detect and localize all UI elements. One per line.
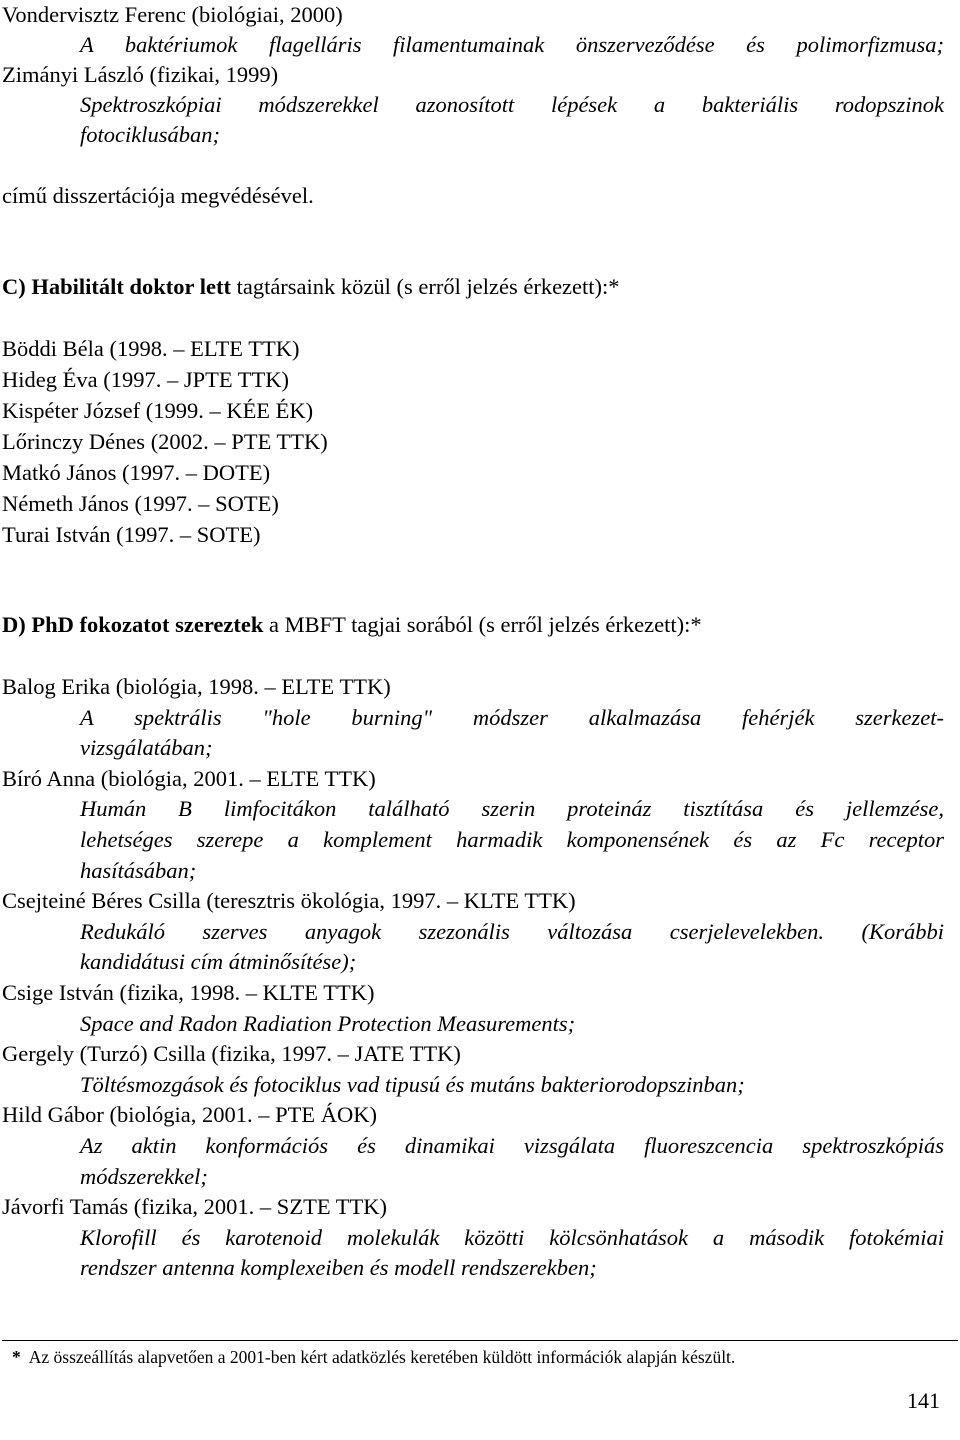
phd-entry-name: Jávorfi Tamás (fizika, 2001. – SZTE TTK) <box>2 1194 388 1219</box>
section-c-heading-bold: C) Habilitált doktor lett <box>2 274 231 299</box>
phd-entry-name: Csejteiné Béres Csilla (teresztris ökológia, 1997. – KLTE TTK) <box>2 888 576 913</box>
phd-entry-title: módszerekkel; <box>80 1164 208 1189</box>
top-line-3: Zimányi László (fizikai, 1999) <box>2 62 279 87</box>
phd-entry-name: Balog Erika (biológia, 1998. – ELTE TTK) <box>2 674 391 699</box>
phd-entry-title: kandidátusi cím átminősítése); <box>80 949 357 974</box>
habil-item: Hideg Éva (1997. – JPTE TTK) <box>2 367 290 392</box>
phd-entry-name: Csige István (fizika, 1998. – KLTE TTK) <box>2 980 375 1005</box>
habil-item: Németh János (1997. – SOTE) <box>2 491 279 516</box>
phd-entry-title: Redukáló szerves anyagok szezonális változása cserjelevelekben. (Korábbi <box>80 919 944 944</box>
footnote-text: Az összeállítás alapvetően a 2001-ben kért adatközlés keretében küldött információk alapján készült. <box>28 1347 736 1367</box>
phd-entry-title: vizsgálatában; <box>80 735 213 760</box>
footnote-star: * <box>12 1347 21 1367</box>
phd-entry-name: Gergely (Turzó) Csilla (fizika, 1997. – JATE TTK) <box>2 1041 461 1066</box>
page-number: 141 <box>907 1388 940 1413</box>
footnote-rule <box>2 1340 958 1341</box>
phd-entry-title: lehetséges szerepe a komplement harmadik komponensének és az Fc receptor <box>80 827 944 852</box>
phd-entry-title: Klorofill és karotenoid molekulák közötti kölcsönhatások a második fotokémiai <box>80 1225 944 1250</box>
section-d-heading-rest: a MBFT tagjai sorából (s erről jelzés érkezett):* <box>263 612 702 637</box>
phd-entry-title: hasításában; <box>80 858 197 883</box>
habil-item: Böddi Béla (1998. – ELTE TTK) <box>2 336 300 361</box>
phd-entry-title: Space and Radon Radiation Protection Measurements; <box>80 1011 576 1036</box>
phd-entry-title: Humán B limfocitákon található szerin proteináz tisztítása és jellemzése, <box>80 796 944 821</box>
section-c-heading-rest: tagtársaink közül (s erről jelzés érkezett):* <box>230 274 620 299</box>
section-d-heading-bold: D) PhD fokozatot szereztek <box>2 612 264 637</box>
habil-item: Kispéter József (1999. – KÉE ÉK) <box>2 398 314 423</box>
phd-entry-title: Töltésmozgások és fotociklus vad tipusú és mutáns bakteriorodopszinban; <box>80 1072 745 1097</box>
phd-entry-name: Hild Gábor (biológia, 2001. – PTE ÁOK) <box>2 1102 377 1127</box>
section-c-heading <box>2 272 620 303</box>
section-d-heading <box>2 610 702 641</box>
top-line-1: Vondervisztz Ferenc (biológiai, 2000) <box>2 2 343 27</box>
phd-entry-title: Az aktin konformációs és dinamikai vizsgálata fluoreszcencia spektroszkópiás <box>80 1133 944 1158</box>
top-line-6: című disszertációja megvédésével. <box>2 183 314 208</box>
top-line-4: Spektroszkópiai módszerekkel azonosított lépések a bakteriális rodopszinok <box>80 92 944 117</box>
habil-item: Lőrinczy Dénes (2002. – PTE TTK) <box>2 429 328 454</box>
top-line-5: fotociklusában; <box>80 122 220 147</box>
phd-entry-title: rendszer antenna komplexeiben és modell rendszerekben; <box>80 1255 597 1280</box>
footnote <box>12 1345 735 1369</box>
habil-item: Matkó János (1997. – DOTE) <box>2 460 271 485</box>
phd-entry-title: A spektrális "hole burning" módszer alkalmazása fehérjék szerkezet- <box>80 705 944 730</box>
top-line-2: A baktériumok flagelláris filamentumainak önszerveződése és polimorfizmusa; <box>80 32 944 57</box>
phd-entry-name: Bíró Anna (biológia, 2001. – ELTE TTK) <box>2 766 376 791</box>
habil-item: Turai István (1997. – SOTE) <box>2 522 261 547</box>
